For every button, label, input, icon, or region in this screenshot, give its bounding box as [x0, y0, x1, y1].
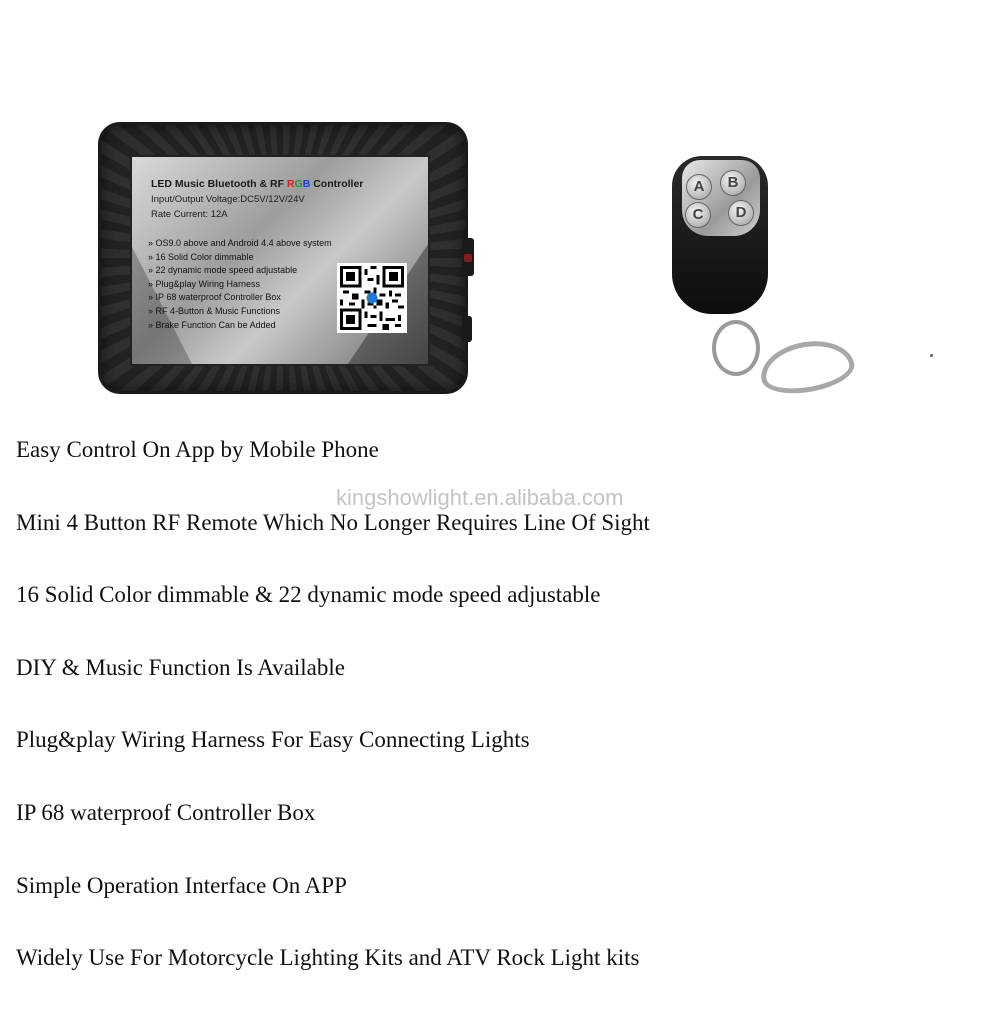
- remote-button-a: A: [686, 174, 712, 200]
- watermark: kingshowlight.en.alibaba.com: [336, 485, 624, 510]
- controller-label-feature: » RF 4-Button & Music Functions: [148, 305, 332, 319]
- controller-label-feature: » IP 68 waterproof Controller Box: [148, 291, 332, 305]
- lobster-clasp-icon: [756, 334, 857, 400]
- controller-label-current: Rate Current: 12A: [151, 209, 228, 220]
- feature-item: 16 Solid Color dimmable & 22 dynamic mode speed adjustable: [16, 582, 601, 608]
- qr-code-icon: [337, 263, 407, 333]
- remote-button-c: C: [685, 202, 711, 228]
- feature-item: Easy Control On App by Mobile Phone: [16, 437, 379, 462]
- controller-connector-top: [462, 238, 474, 276]
- feature-item: Plug&play Wiring Harness For Easy Connecting Lights: [16, 727, 530, 753]
- controller-label-feature: » OS9.0 above and Android 4.4 above system: [148, 237, 332, 251]
- controller-label-feature: » Plug&play Wiring Harness: [148, 278, 332, 292]
- feature-item: DIY & Music Function Is Available: [16, 654, 345, 680]
- controller-label-feature: » 22 dynamic mode speed adjustable: [148, 264, 332, 278]
- feature-list: [16, 434, 650, 1015]
- controller-label-feature-list: [148, 237, 332, 332]
- key-ring-icon: [712, 320, 760, 376]
- controller-label-voltage: Input/Output Voltage:DC5V/12V/24V: [151, 194, 305, 205]
- feature-item: IP 68 waterproof Controller Box: [16, 799, 316, 825]
- controller-label-feature: » 16 Solid Color dimmable: [148, 251, 332, 265]
- speck: [930, 354, 933, 357]
- controller-label: [130, 155, 430, 366]
- controller-label-feature: » Brake Function Can be Added: [148, 319, 332, 333]
- remote-button-d: D: [728, 200, 754, 226]
- feature-item: Mini 4 Button RF Remote Which No Longer Requires Line Of Sight: [16, 509, 650, 535]
- controller-label-title: LED Music Bluetooth & RF RGB Controller: [151, 178, 364, 190]
- controller-connector-bottom: [462, 316, 472, 342]
- feature-item: Widely Use For Motorcycle Lighting Kits and ATV Rock Light kits: [16, 945, 640, 971]
- remote-button-b: B: [720, 170, 746, 196]
- feature-item: Simple Operation Interface On APP: [16, 872, 347, 898]
